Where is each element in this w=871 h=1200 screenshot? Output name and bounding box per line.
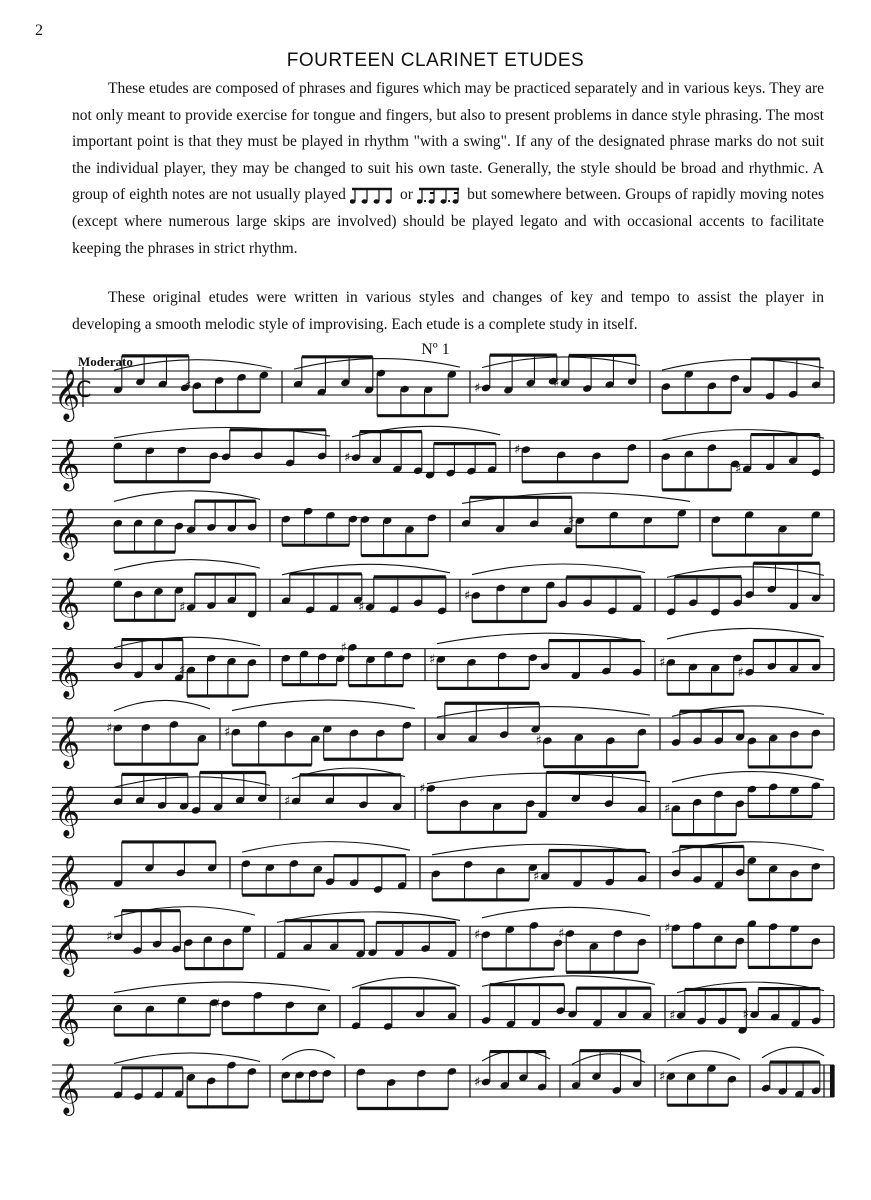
sharp-icon: ♯: [735, 461, 742, 477]
sharp-icon: ♯: [344, 450, 351, 466]
etude-number: Nº 1: [421, 341, 450, 358]
sharp-icon: ♯: [419, 781, 426, 797]
staff-system: [52, 842, 834, 908]
slur: [762, 1047, 824, 1058]
staff-system: [52, 907, 834, 978]
sharp-icon: ♯: [474, 1075, 481, 1091]
sharp-icon: ♯: [659, 1069, 666, 1085]
slur: [462, 493, 690, 504]
treble-clef-icon: 𝄞: [54, 993, 81, 1045]
sharp-icon: ♯: [464, 588, 471, 604]
sharp-icon: ♯: [340, 640, 347, 656]
slur: [114, 360, 272, 371]
sharp-icon: ♯: [284, 794, 291, 810]
treble-clef-icon: 𝄞: [54, 646, 81, 698]
sharp-icon: ♯: [737, 665, 744, 681]
slur: [114, 982, 330, 993]
slur: [114, 907, 255, 918]
slur: [242, 842, 410, 853]
sharp-icon: ♯: [214, 996, 221, 1012]
staff-system: [52, 355, 834, 422]
slur: [282, 1050, 335, 1061]
sharp-icon: ♯: [224, 725, 231, 741]
intro-text-part-2: but somewhere between. Groups of rapidly moving notes (except where numerous large skips are involved) should be played legato and with occasional accents to facilitate keeping the phrases in strict rhythm.: [72, 186, 825, 257]
sharp-icon: ♯: [358, 600, 365, 616]
sharp-icon: ♯: [179, 663, 186, 679]
slur: [114, 560, 260, 571]
treble-clef-icon: 𝄞: [54, 716, 81, 767]
staff-system: [52, 976, 834, 1047]
sharp-icon: ♯: [474, 927, 481, 943]
slur: [114, 777, 270, 788]
tempo-marking: Moderato: [78, 354, 133, 369]
sharp-icon: ♯: [106, 720, 113, 736]
page-title: FOURTEEN CLARINET ETUDES: [286, 50, 585, 71]
treble-clef-icon: 𝄞: [54, 785, 81, 837]
staff-system: [52, 491, 834, 561]
sharp-icon: ♯: [185, 378, 192, 394]
slur: [472, 564, 645, 575]
treble-clef-icon: 𝄞: [54, 438, 81, 490]
slur: [672, 706, 824, 717]
final-barline: [830, 1065, 835, 1097]
treble-clef-icon: 𝄞: [54, 1063, 81, 1114]
treble-clef-icon: 𝄞: [54, 507, 81, 559]
staff-system: [52, 1047, 834, 1116]
slur: [437, 707, 650, 718]
slur: [114, 1053, 260, 1064]
staff-system: [52, 560, 834, 631]
sharp-icon: ♯: [179, 600, 186, 616]
staff-system: [52, 700, 834, 769]
slur: [667, 628, 824, 639]
sharp-icon: ♯: [106, 929, 113, 945]
slur: [352, 426, 500, 437]
sharp-icon: ♯: [669, 1008, 676, 1024]
slur: [672, 772, 824, 783]
slur: [482, 357, 640, 368]
slur: [662, 360, 824, 371]
staff-system: [52, 768, 834, 838]
slur: [427, 773, 650, 784]
sharp-icon: ♯: [664, 920, 671, 936]
treble-clef-icon: 𝄞: [54, 924, 81, 976]
slur: [482, 907, 650, 918]
treble-clef-icon: 𝄞: [54, 854, 81, 906]
intro-paragraph-2: These original etudes were written in various styles and changes of key and tempo to assist the player in developing a smooth melodic style of improvising. Each etude is a complete study in itself.: [72, 289, 824, 333]
sharp-icon: ♯: [664, 801, 671, 817]
sharp-icon: ♯: [659, 655, 666, 671]
sharp-icon: ♯: [474, 380, 481, 396]
staff-system: [52, 426, 834, 491]
sharp-icon: ♯: [514, 442, 521, 458]
sharp-icon: ♯: [568, 513, 575, 529]
intro-or: or: [400, 186, 413, 204]
treble-clef-icon: 𝄞: [54, 577, 81, 629]
slur: [232, 700, 415, 711]
sharp-icon: ♯: [558, 926, 565, 942]
slur: [294, 359, 460, 370]
sharp-icon: ♯: [429, 652, 436, 668]
slur: [672, 842, 824, 853]
sharp-icon: ♯: [742, 1007, 749, 1023]
page-number: 2: [35, 22, 43, 39]
slur: [114, 700, 210, 711]
treble-clef-icon: 𝄞: [54, 369, 81, 420]
cut-time-icon: C: [76, 378, 92, 403]
sharp-icon: ♯: [535, 733, 542, 749]
slur: [352, 977, 460, 988]
slur: [667, 1051, 740, 1062]
intro-text-part-1: These etudes are composed of phrases and figures which may be practiced separately and in various keys. They are not only meant to provide exercise for tongue and fingers, but also to present problems in dance style phrasing. The most important point is that they must be played in rhythm "with a swing". If any of the designated phrase marks do not suit the individual player, they may be changed to suit his own taste. Generally, the style should be broad and rhythmic. A group of eighth notes are not usually played: [72, 80, 824, 204]
slur: [572, 1054, 645, 1065]
staff-system: [52, 628, 834, 699]
sharp-icon: ♯: [533, 869, 540, 885]
sharp-icon: ♯: [553, 375, 560, 391]
